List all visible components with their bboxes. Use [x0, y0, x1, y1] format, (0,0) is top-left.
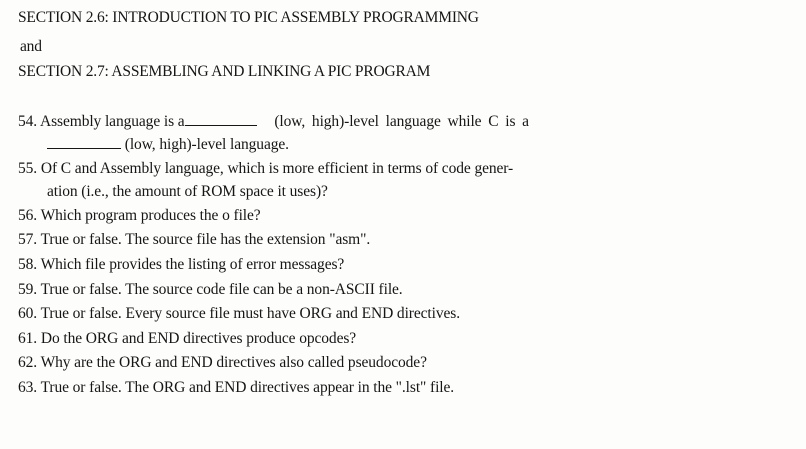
answer-blank-2 — [47, 136, 121, 149]
question-54-text-middle: (low, high)-level language while C is a — [274, 113, 529, 130]
question-60: 60. True or false. Every source file must have ORG and END directives. — [18, 305, 460, 322]
and-connector: and — [20, 38, 42, 55]
question-54-line-2 — [47, 136, 289, 154]
question-61: 61. Do the ORG and END directives produce opcodes? — [18, 330, 357, 347]
question-54-text-start: 54. Assembly language is a — [18, 113, 185, 130]
section-2-6-heading: SECTION 2.6: INTRODUCTION TO PIC ASSEMBLY PROGRAMMING — [18, 9, 479, 26]
question-63: 63. True or false. The ORG and END directives appear in the ".lst" file. — [18, 379, 455, 396]
question-59: 59. True or false. The source code file can be a non-ASCII file. — [18, 281, 403, 298]
question-56: 56. Which program produces the o file? — [18, 207, 261, 224]
question-62: 62. Why are the ORG and END directives also called pseudocode? — [18, 354, 427, 371]
question-57: 57. True or false. The source file has the extension "asm". — [18, 231, 371, 248]
question-58: 58. Which file provides the listing of error messages? — [18, 256, 345, 273]
question-54-text-end: (low, high)-level language. — [124, 136, 289, 153]
question-55-line-1: 55. Of C and Assembly language, which is more efficient in terms of code gener- — [18, 160, 514, 177]
section-2-7-heading: SECTION 2.7: ASSEMBLING AND LINKING A PIC PROGRAM — [18, 63, 431, 80]
question-55-line-2: ation (i.e., the amount of ROM space it uses)? — [47, 183, 328, 200]
answer-blank-1 — [185, 113, 257, 126]
question-54-line-1 — [18, 113, 529, 131]
